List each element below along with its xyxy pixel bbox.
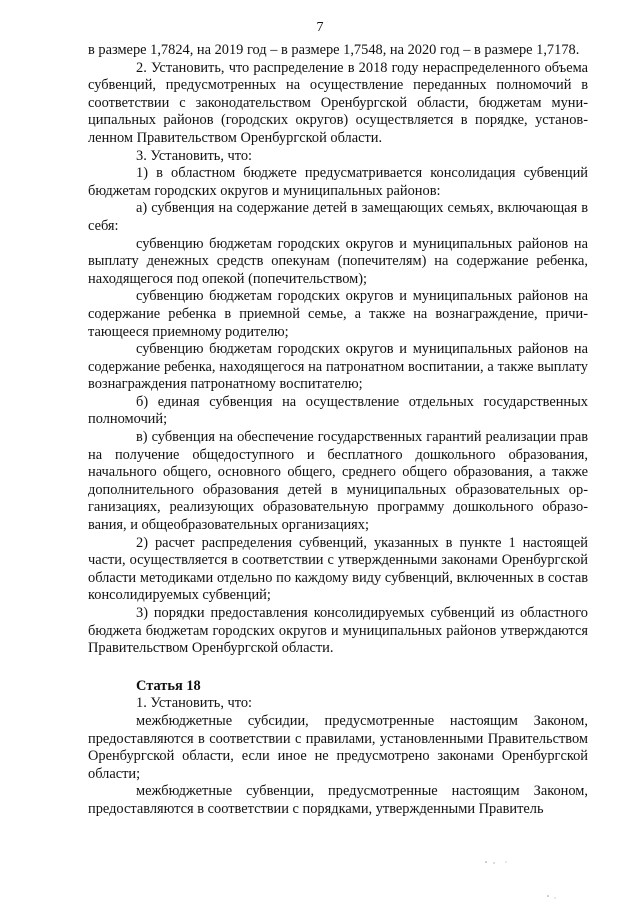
paragraph-subvention-guardians: субвенцию бюджетам городских округов и муниципальных районов на выплату денежных средств опекунам (попечителям) на содержание ребенка, находящегося под опекой (попечительством);	[88, 235, 588, 287]
scan-speck	[554, 897, 555, 898]
paragraph-subvention-foster-family: субвенцию бюджетам городских округов и муниципальных районов на содержание ребенка в приемной семье, а также на вознаграждение, причитающееся приемному родителю;	[88, 288, 588, 340]
scan-speck	[485, 861, 487, 863]
page-number: 7	[316, 20, 324, 35]
paragraph-subsidies: межбюджетные субсидии, предусмотренные настоящим Законом, предоставляются в соответствии с правилами, установленными Правительством Оренбургской области, если иное не предусмотрено законами Оренбургской области;	[88, 712, 588, 782]
scan-speck	[505, 861, 506, 862]
scan-speck	[547, 895, 549, 897]
paragraph-item-2: 2. Установить, что распределение в 2018 году нераспределенного объема субвенций, предусмотренных на осуществление переданных полномочий в соответствии с законодательством Оренбургской области, бюджетам муниципальных районов (городских округов) осуществляется в порядке, установленном Правительством Оренбургской области.	[88, 59, 588, 146]
paragraph-subitem-a: а) субвенция на содержание детей в замещающих семьях, включающая в себя:	[88, 200, 588, 234]
paragraph-subitem-2: 2) расчет распределения субвенций, указанных в пункте 1 настоящей части, осуществляется в соответствии с утвержденными законами Оренбургской области методиками отдельно по каждому виду субвенций, включенных в состав консолидируемых субвенций;	[88, 534, 588, 604]
scan-speck	[493, 862, 494, 863]
paragraph-article-item-1: 1. Установить, что:	[136, 695, 253, 712]
paragraph-subitem-1: 1) в областном бюджете предусматривается консолидация субвенций бюджетам городских округов и муниципальных районов:	[88, 165, 588, 199]
paragraph-subitem-v: в) субвенция на обеспечение государственных гарантий реализации прав на получение общедоступного и бесплатного дошкольного образования, начального общего, основного общего, среднего общего образования, а также дополнительного образования детей в муниципальных образовательных организациях, реализующих образовательную программу дошкольного образования, и общеобразовательных организациях;	[88, 429, 588, 534]
paragraph-subitem-b: б) единая субвенция на осуществление отдельных государственных полномочий;	[88, 393, 588, 428]
article-heading: Статья 18	[136, 677, 201, 694]
paragraph-subventions: межбюджетные субвенции, предусмотренные настоящим Законом, предоставляются в соответствии с порядками, утвержденными Правитель	[88, 783, 588, 817]
paragraph-rate-continuation: в размере 1,7824, на 2019 год – в размере 1,7548, на 2020 год – в размере 1,7178.	[88, 42, 580, 58]
paragraph-subitem-3: 3) порядки предоставления консолидируемых субвенций из областного бюджета бюджетам городских округов и муниципальных районов утверждаются Правительством Оренбургской области.	[88, 605, 588, 657]
paragraph-item-3: 3. Установить, что:	[136, 147, 253, 164]
paragraph-subvention-patronage: субвенцию бюджетам городских округов и муниципальных районов на содержание ребенка, находящегося на патронатном воспитании, а также выплату вознаграждения патронатному воспитателю;	[88, 341, 588, 393]
